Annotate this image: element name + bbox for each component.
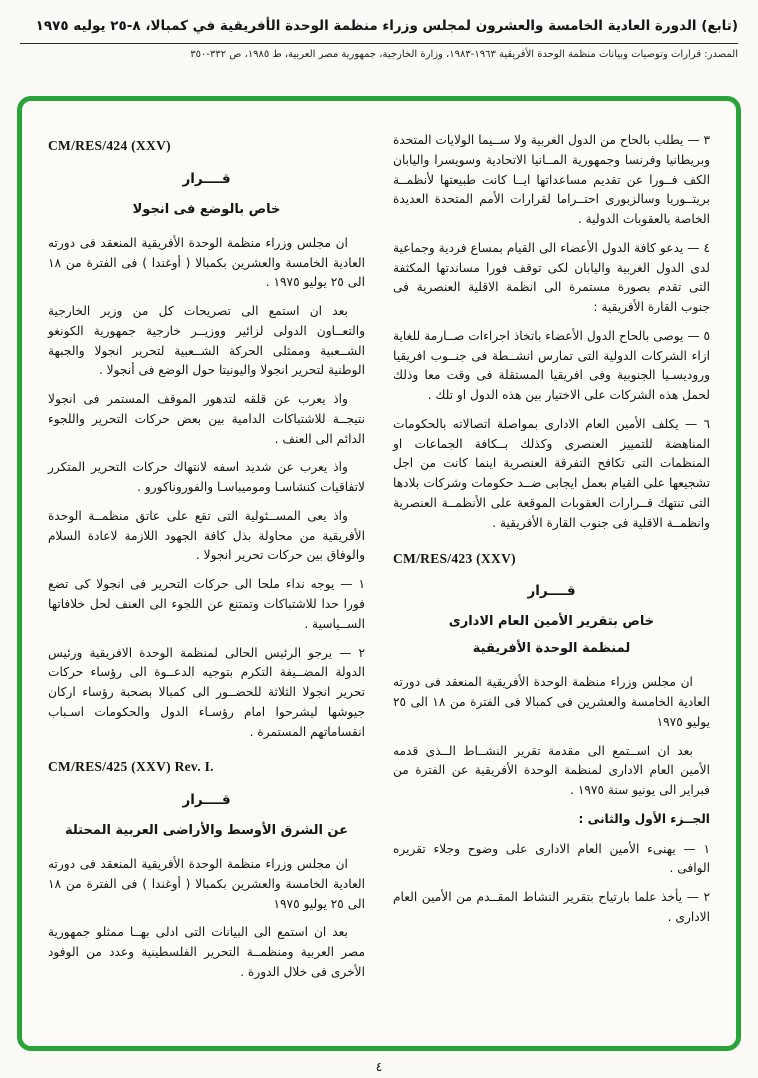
paragraph: ان مجلس وزراء منظمة الوحدة الأفريقية المنعقد فى دورته العادية الخامسة والعشرين فى كمبالا فى الفترة من ١٨ الى ٢٥ يوليو ١٩٧٥ — [393, 675, 710, 729]
clause-4: ٤ — يدعو كافة الدول الأعضاء الى القيام بمساع فردية وجماعية لدى الدول الغربية واليابان لكى توقف فورا مساندتها المكثفة التى تقدم بصورة مستمرة الى انظمة الاقلية العنصرية فى جنوب القارة الأفريقية : — [393, 240, 710, 315]
resolution-heading: قــــرار — [182, 792, 231, 809]
resolution-ref-424: CM/RES/424 (XXV) — [48, 138, 171, 153]
clause-1: ١ — يوجه نداء ملحا الى حركات التحرير فى انجولا كى تضع فورا حدا للاشتباكات وتمتنع عن اللجوء الى العنف لحل خلافاتها الســياسية . — [48, 577, 365, 631]
resolution-subject-line1: خاص بتقرير الأمين العام الادارى — [448, 614, 655, 630]
source-line: المصدر: قرارات وتوصيات وبيانات منظمة الوحدة الأفريقية ١٩٦٣-١٩٨٣، وزارة الخارجية، جمهورية مصر العربية، ط ١٩٨٥، ص ٣٣٢-٣٥٠ — [190, 49, 738, 61]
two-column-layout — [22, 101, 736, 1046]
column-left — [48, 131, 365, 1028]
resolution-heading: قــــرار — [527, 583, 576, 600]
paragraph: بعد ان اســتمع الى مقدمة تقرير النشــاط الــذى قدمه الأمين العام الادارى لمنظمة الوحدة الأفريقية عن الفترة من فبراير الى يونيو سنة ١٩٧٥ . — [393, 743, 710, 798]
resolution-ref-423: CM/RES/423 (XXV) — [393, 550, 516, 566]
resolution-heading: قــــرار — [182, 170, 231, 187]
resolution-subject: عن الشرق الأوسط والأراضى العربية المحتلة — [64, 823, 349, 839]
clause-3: ٣ — يطلب بالحاح من الدول الغربية ولا ســيما الولايات المتحدة وبريطانيا وفرنسا وجمهورية المــانيا الاتحادية وسويسرا واليابان الكف فــورا عن تقديم مساعداتها ايــا كانت طبيعتها لأنظمــة بريتــوريا وسالزبورى احتــراما لقرارات الأمم المتحدة العديدة الخاصة بالعقوبات الدولية . — [393, 133, 710, 227]
header-divider — [20, 43, 738, 44]
paragraph: واذ يعرب عن قلقه لتدهور الموقف المستمر فى انجولا نتيجــة للاشتباكات الدامية بين بعض حركات التحرير واللجوء الدائم الى العنف . — [48, 392, 365, 446]
column-right — [393, 131, 710, 1028]
paragraph: ان مجلس وزراء منظمة الوحدة الأفريقية المنعقد فى دورته العادية الخامسة والعشرين بكمبالا ( أوغندا ) فى الفترة من ١٨ الى ٢٥ يوليو ١٩٧٥ . — [48, 235, 365, 290]
section-subhead: الجــزء الأول والثانى : — [578, 811, 710, 826]
page-header — [0, 0, 758, 60]
clause-5: ٥ — يوصى بالحاح الدول الأعضاء باتخاذ اجراءات صــارمة للغاية ازاء الشركات الدولية التى تمارس انشــطة فى جنــوب افريقيا وروديسـيا الجنوبية وفى افريقيا المستقلة فى وقت معا وذلك لحمل هذه الشركات على الاختيار بين هذه الدول او تلك . — [393, 328, 710, 403]
page-number: ٤ — [375, 1059, 383, 1074]
resolution-subject: خاص بالوضع فى انجولا — [132, 201, 281, 217]
clause-2: ٢ — يأخذ علما بارتياح بتقرير النشاط المقــدم من الأمين العام الادارى . — [393, 890, 710, 925]
session-title: (تابع) الدورة العادية الخامسة والعشرون لمجلس وزراء منظمة الوحدة الأفريقية في كمبالا، ٨-٢٥ يوليه ١٩٧٥ — [35, 18, 738, 34]
clause-1: ١ — يهنىء الأمين العام الادارى على وضوح وجلاء تقريره الوافى . — [393, 841, 710, 876]
green-frame — [17, 96, 741, 1051]
clause-2: ٢ — يرجو الرئيس الحالى لمنظمة الوحدة الافريقية ورئيس الدولة المضــيفة التكرم بتوجيه الدعــوة الى رؤساء حركات تحرير انجولا الثلاثة للحضــور الى كمبالا بصحبة رؤساء اركان جيوشها ليشرحوا امام رؤسـاء الدول والحكومات اسـباب انقساماتهم المستمرة . — [48, 645, 365, 739]
clause-6: ٦ — يكلف الأمين العام الادارى بمواصلة اتصالاته بالحكومات المناهضة للتمييز العنصرى وكذلك بــكافة الجماعات او المنظمات التى تكافح التفرقة العنصرية اينما كانت من اجل تشجيعها على القيام بعمل ايجابى ضــد حكومات وشركات بلادها التى تنتهك قــرارات العقوبات الموقعة على الأنظمــة العنصرية وانظمــة الاقلية فى جنوب القارة الأفريقية . — [393, 416, 710, 530]
resolution-ref-425: CM/RES/425 (XXV) Rev. I. — [48, 759, 214, 775]
paragraph: بعد ان استمع الى البيانات التى ادلى بهــا ممثلو جمهورية مصر العربية ومنظمــة التحرير الفلسطينية وعدد من الوفود الأخرى فى خلال الدورة . — [48, 925, 365, 979]
resolution-subject-line2: لمنظمة الوحدة الأفريقية — [472, 641, 631, 657]
paragraph: بعد ان استمع الى تصريحات كل من وزير الخارجية والتعــاون الدولى لزائير ووزيــر خارجية جمهورية الكونغو الشــعبية وممثلى الحركة الشــعبية لتحرير انجولا والجبهة الوطنية لتحرير انجولا واليونيتا حول الوضع فى أنجولا . — [48, 304, 365, 378]
paragraph: واذ يعرب عن شديد اسفه لانتهاك حركات التحرير المتكرر لاتفاقيات كنشاسـا وموميباسـا والفوروناكورو . — [48, 460, 365, 495]
paragraph: واذ يعى المســئولية التى تقع على عاتق منظمــة الوحدة الأفريقية من محاولة بذل كافة الجهود اللازمة لاعادة السلام والوفاق بين حركات تحرير انجولا . — [48, 508, 365, 563]
paragraph: ان مجلس وزراء منظمة الوحدة الأفريقية المنعقد فى دورته العادية الخامسة والعشرين بكمبالا ( أوغندا ) فى الفترة من ١٨ الى ٢٥ يوليو ١٩٧٥ — [48, 857, 365, 911]
